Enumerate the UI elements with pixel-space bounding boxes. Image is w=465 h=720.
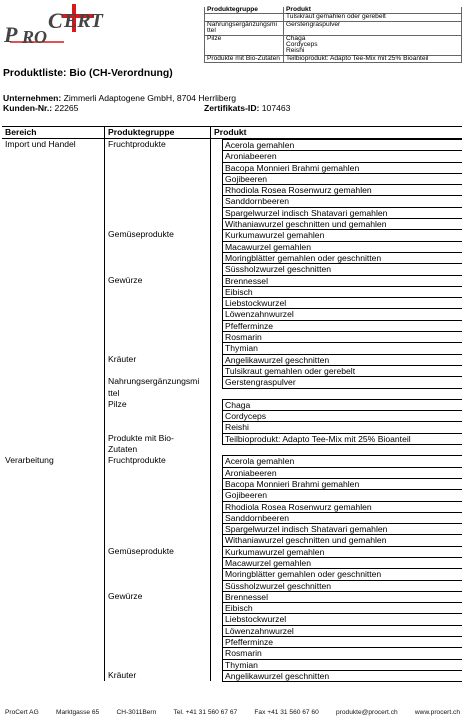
product-name: Löwenzahnwurzel [222, 625, 462, 637]
product-table [2, 126, 462, 681]
cell-product [210, 557, 462, 568]
summary-table [204, 7, 462, 63]
cell-product [210, 625, 462, 636]
cell-product [210, 647, 462, 658]
table-row [2, 342, 462, 353]
cell-product [210, 376, 462, 387]
product-name: Acerola gemahlen [222, 139, 462, 151]
table-row [2, 241, 462, 252]
summary-group: Produkte mit Bio-Zutaten [205, 55, 284, 62]
cell-area [2, 275, 104, 286]
table-row [2, 162, 462, 173]
summary-row [205, 21, 462, 28]
cell-product [210, 263, 462, 274]
cell-product [210, 184, 462, 195]
certificate-line [204, 103, 290, 113]
cell-product [210, 365, 462, 376]
cell-area [2, 534, 104, 545]
cell-area [2, 218, 104, 229]
table-row [2, 636, 462, 647]
cell-group [104, 478, 210, 489]
cell-area [2, 365, 104, 376]
cell-product [210, 229, 462, 240]
cell-area [2, 659, 104, 670]
cell-area [2, 591, 104, 602]
header-group: Produktegruppe [104, 127, 210, 138]
product-name: Bacopa Monnieri Brahmi gemahlen [222, 162, 462, 174]
cell-area [2, 568, 104, 579]
table-row [2, 501, 462, 512]
product-table-header [2, 126, 462, 139]
product-name: Aroniabeeren [222, 467, 462, 479]
cell-area: Verarbeitung [5, 455, 54, 466]
cell-area [2, 421, 104, 432]
product-name: Moringblätter gemahlen oder geschnitten [222, 568, 462, 580]
cell-product [210, 252, 462, 263]
summary-group: Pilze [205, 35, 284, 55]
product-name: Gerstengraspulver [222, 376, 462, 388]
cell-area [2, 410, 104, 421]
product-name: Moringblätter gemahlen oder geschnitten [222, 252, 462, 264]
cell-product [210, 478, 462, 489]
cell-area [2, 557, 104, 568]
product-name: Sanddornbeeren [222, 512, 462, 524]
table-row [2, 444, 462, 455]
cell-area [2, 433, 104, 444]
cell-group: ttel [104, 388, 210, 399]
table-row [2, 286, 462, 297]
product-name: Pfefferminze [222, 636, 462, 648]
header-product: Produkt [210, 127, 462, 138]
cell-group [104, 659, 210, 670]
cell-area [2, 342, 104, 353]
table-row [2, 489, 462, 500]
procert-logo [4, 2, 103, 48]
cell-area [2, 467, 104, 478]
footer-city: CH-3011Bern [116, 709, 157, 716]
product-name: Rhodiola Rosea Rosenwurz gemahlen [222, 501, 462, 513]
cell-area [2, 376, 104, 387]
table-row [2, 263, 462, 274]
cell-group [104, 602, 210, 613]
table-row [2, 557, 462, 568]
product-name: Spargelwurzel indisch Shatavari gemahlen [222, 207, 462, 219]
product-name: Löwenzahnwurzel [222, 308, 462, 320]
table-row [2, 421, 462, 432]
cell-product [210, 354, 462, 365]
product-name: Rosmarin [222, 331, 462, 343]
cell-product [210, 489, 462, 500]
cell-area [2, 501, 104, 512]
cell-product [210, 670, 462, 681]
product-name: Tulsikraut gemahlen oder gerebelt [222, 365, 462, 377]
summary-product: Chaga [284, 35, 462, 42]
cell-area [2, 207, 104, 218]
footer-fax: Fax +41 31 560 67 60 [254, 709, 319, 716]
cell-group [104, 647, 210, 658]
cell-product [210, 173, 462, 184]
table-row [2, 455, 462, 466]
product-name: Angelikawurzel geschnitten [222, 354, 462, 366]
cell-group [104, 365, 210, 376]
table-row [2, 275, 462, 286]
company-label: Unternehmen: [3, 93, 62, 103]
table-row [2, 218, 462, 229]
cell-product [210, 546, 462, 557]
cell-area [2, 670, 104, 681]
cell-area [2, 195, 104, 206]
customer-line [3, 103, 78, 113]
cell-product [210, 523, 462, 534]
cell-product [210, 410, 462, 421]
table-row [2, 195, 462, 206]
summary-product-empty [284, 28, 462, 35]
table-row [2, 467, 462, 478]
table-row [2, 523, 462, 534]
table-row [2, 376, 462, 387]
table-row [2, 139, 462, 150]
table-row [2, 534, 462, 545]
product-name: Eibisch [222, 286, 462, 298]
product-name: Withaniawurzel geschnitten und gemahlen [222, 534, 462, 546]
cell-area [2, 625, 104, 636]
cell-group [104, 625, 210, 636]
product-name: Macawurzel gemahlen [222, 557, 462, 569]
cell-product [210, 241, 462, 252]
table-row [2, 308, 462, 319]
cell-group [104, 263, 210, 274]
page-title: Produktliste: Bio (CH-Verordnung) [3, 68, 173, 79]
cell-product [210, 139, 462, 150]
table-row [2, 602, 462, 613]
cell-product [210, 421, 462, 432]
table-row [2, 331, 462, 342]
cell-group [104, 218, 210, 229]
cell-area [2, 399, 104, 410]
header-area: Bereich [5, 127, 37, 137]
cell-area [2, 162, 104, 173]
table-row [2, 625, 462, 636]
logo-letter-c: C [48, 8, 63, 33]
product-name: Rhodiola Rosea Rosenwurz gemahlen [222, 184, 462, 196]
cell-product [210, 297, 462, 308]
product-name: Macawurzel gemahlen [222, 241, 462, 253]
cell-product [210, 602, 462, 613]
cell-product [210, 218, 462, 229]
cell-product [210, 150, 462, 161]
footer-address: Marktgasse 65 [55, 709, 100, 716]
cell-group: Produkte mit Bio- [104, 433, 210, 444]
cell-group: Gewürze [104, 591, 210, 602]
summary-product: Gerstengraspulver [284, 21, 462, 28]
product-name: Thymian [222, 659, 462, 671]
cell-group [104, 173, 210, 184]
footer-email[interactable]: produkte@procert.ch [336, 709, 398, 716]
footer-web[interactable]: www.procert.ch [414, 709, 460, 716]
table-row [2, 647, 462, 658]
summary-row [205, 55, 462, 62]
product-name: Thymian [222, 342, 462, 354]
cell-area [2, 308, 104, 319]
product-name: Eibisch [222, 602, 462, 614]
product-name: Aroniabeeren [222, 150, 462, 162]
cell-product [210, 467, 462, 478]
product-table-body [2, 139, 462, 681]
cell-product [210, 308, 462, 319]
cell-product [210, 512, 462, 523]
cell-area [2, 286, 104, 297]
summary-header-group: Produktegruppe [205, 7, 284, 14]
footer-company: ProCert AG [5, 709, 39, 716]
cell-group: Nahrungsergänzungsmi [104, 376, 210, 387]
cell-area [2, 388, 104, 399]
cell-area [2, 489, 104, 500]
cell-product [210, 591, 462, 602]
cell-group [104, 421, 210, 432]
cell-area [2, 444, 104, 455]
table-row [2, 252, 462, 263]
table-row [2, 297, 462, 308]
cell-group [104, 162, 210, 173]
cell-group [104, 286, 210, 297]
cell-area [2, 580, 104, 591]
cell-product [210, 162, 462, 173]
cell-group [104, 342, 210, 353]
table-row [2, 433, 462, 444]
product-name: Süssholzwurzel geschnitten [222, 263, 462, 275]
cell-group: Fruchtprodukte [104, 139, 210, 150]
summary-product: Teilbioprodukt: Adapto Tee-Mix mit 25% Bioanteil [284, 55, 462, 62]
cell-group [104, 568, 210, 579]
cell-product [210, 613, 462, 624]
table-row [2, 365, 462, 376]
table-row [2, 184, 462, 195]
product-name: Rosmarin [222, 647, 462, 659]
cell-product [210, 501, 462, 512]
product-name: Kurkumawurzel gemahlen [222, 229, 462, 241]
cell-area [2, 512, 104, 523]
customer-label: Kunden-Nr.: [3, 103, 53, 113]
cell-group [104, 636, 210, 647]
cell-group [104, 331, 210, 342]
summary-product: Cordyceps [284, 42, 462, 48]
summary-product: Tulsikraut gemahlen oder gerebelt [284, 14, 462, 21]
cell-area: Import und Handel [5, 139, 76, 149]
cell-group [104, 512, 210, 523]
cell-group [104, 297, 210, 308]
company-line [3, 93, 236, 103]
cell-group: Gemüseprodukte [104, 546, 210, 557]
cell-group [104, 184, 210, 195]
cell-group [104, 252, 210, 263]
summary-row [205, 35, 462, 42]
cell-product [210, 568, 462, 579]
cell-group [104, 557, 210, 568]
product-name: Liebstockwurzel [222, 297, 462, 309]
cell-area [2, 263, 104, 274]
table-row [2, 591, 462, 602]
cell-product [210, 534, 462, 545]
product-name: Brennessel [222, 275, 462, 287]
product-name: Teilbioprodukt: Adapto Tee-Mix mit 25% Bioanteil [222, 433, 462, 445]
cell-group [104, 523, 210, 534]
table-row [2, 320, 462, 331]
product-name: Süssholzwurzel geschnitten [222, 580, 462, 592]
product-name: Liebstockwurzel [222, 613, 462, 625]
table-row [2, 388, 462, 399]
cell-product [210, 433, 462, 444]
cell-group [104, 195, 210, 206]
table-row [2, 613, 462, 624]
cell-group: Kräuter [104, 670, 210, 681]
product-name: Sanddornbeeren [222, 195, 462, 207]
product-name: Cordyceps [222, 410, 462, 422]
certificate-label: Zertifikats-ID: [204, 103, 260, 113]
product-name: Acerola gemahlen [222, 455, 462, 467]
table-row [2, 546, 462, 557]
cell-group [104, 207, 210, 218]
cell-product [210, 399, 462, 410]
table-row [2, 568, 462, 579]
product-name: Angelikawurzel geschnitten [222, 670, 462, 682]
footer-phone: Tel. +41 31 560 67 67 [173, 709, 238, 716]
table-row [2, 478, 462, 489]
table-row [2, 659, 462, 670]
cell-area [2, 229, 104, 240]
cell-group [104, 489, 210, 500]
cell-area [2, 613, 104, 624]
cell-area [2, 331, 104, 342]
product-name: Pfefferminze [222, 320, 462, 332]
table-row [2, 173, 462, 184]
cell-group [104, 467, 210, 478]
cell-group: Kräuter [104, 354, 210, 365]
product-name: Spargelwurzel indisch Shatavari gemahlen [222, 523, 462, 535]
table-row [2, 410, 462, 421]
summary-header-product: Produkt [284, 7, 462, 14]
cell-area [2, 523, 104, 534]
product-name: Gojibeeren [222, 489, 462, 501]
company-value: Zimmerli Adaptogene GmbH, 8704 Herrliberg [61, 93, 237, 103]
cell-area [2, 184, 104, 195]
cell-group [104, 241, 210, 252]
cell-product [210, 207, 462, 218]
cell-group [104, 410, 210, 421]
table-row [2, 670, 462, 681]
table-row [2, 207, 462, 218]
cell-area [2, 546, 104, 557]
cell-product [210, 342, 462, 353]
cell-area [2, 252, 104, 263]
customer-value: 22265 [52, 103, 79, 113]
product-name: Bacopa Monnieri Brahmi gemahlen [222, 478, 462, 490]
summary-group: Nahrungsergänzungsmi ttel [205, 21, 284, 35]
certificate-value: 107463 [259, 103, 291, 113]
cell-area [2, 354, 104, 365]
summary-product: Reishi [284, 48, 462, 55]
logo-letters-ert: ERT [64, 10, 103, 32]
cell-product [210, 388, 462, 399]
product-name: Chaga [222, 399, 462, 411]
cell-area [2, 173, 104, 184]
page-footer [5, 709, 460, 716]
cell-product [210, 320, 462, 331]
table-row [2, 229, 462, 240]
cell-area [2, 636, 104, 647]
cell-group: Zutaten [104, 444, 210, 455]
cell-group: Pilze [104, 399, 210, 410]
cell-product [210, 636, 462, 647]
cell-group: Gewürze [104, 275, 210, 286]
product-name: Brennessel [222, 591, 462, 603]
cell-group: Fruchtprodukte [104, 455, 210, 466]
cell-area [2, 150, 104, 161]
cell-area [2, 602, 104, 613]
cell-group [104, 613, 210, 624]
cell-product [210, 659, 462, 670]
table-row [2, 150, 462, 161]
cell-group [104, 150, 210, 161]
cell-area [2, 320, 104, 331]
cell-product [210, 580, 462, 591]
cell-group: Gemüseprodukte [104, 229, 210, 240]
cell-area [2, 241, 104, 252]
cell-area [2, 647, 104, 658]
cell-product [210, 455, 462, 466]
logo-letter-p: P [4, 22, 18, 47]
product-name: Gojibeeren [222, 173, 462, 185]
product-name: Reishi [222, 421, 462, 433]
cell-product [210, 331, 462, 342]
product-name: Kurkumawurzel gemahlen [222, 546, 462, 558]
table-row [2, 512, 462, 523]
cell-group [104, 501, 210, 512]
cell-group [104, 320, 210, 331]
table-row [2, 354, 462, 365]
product-name: Withaniawurzel geschnitten und gemahlen [222, 218, 462, 230]
logo-letters-ro: RO [22, 27, 48, 47]
cell-group [104, 580, 210, 591]
table-row [2, 399, 462, 410]
table-row [2, 580, 462, 591]
cell-product [210, 275, 462, 286]
cell-product [210, 286, 462, 297]
cell-area [2, 478, 104, 489]
cell-area [2, 297, 104, 308]
cell-group [104, 534, 210, 545]
cell-product [210, 195, 462, 206]
cell-group [104, 308, 210, 319]
cell-product [210, 444, 462, 455]
